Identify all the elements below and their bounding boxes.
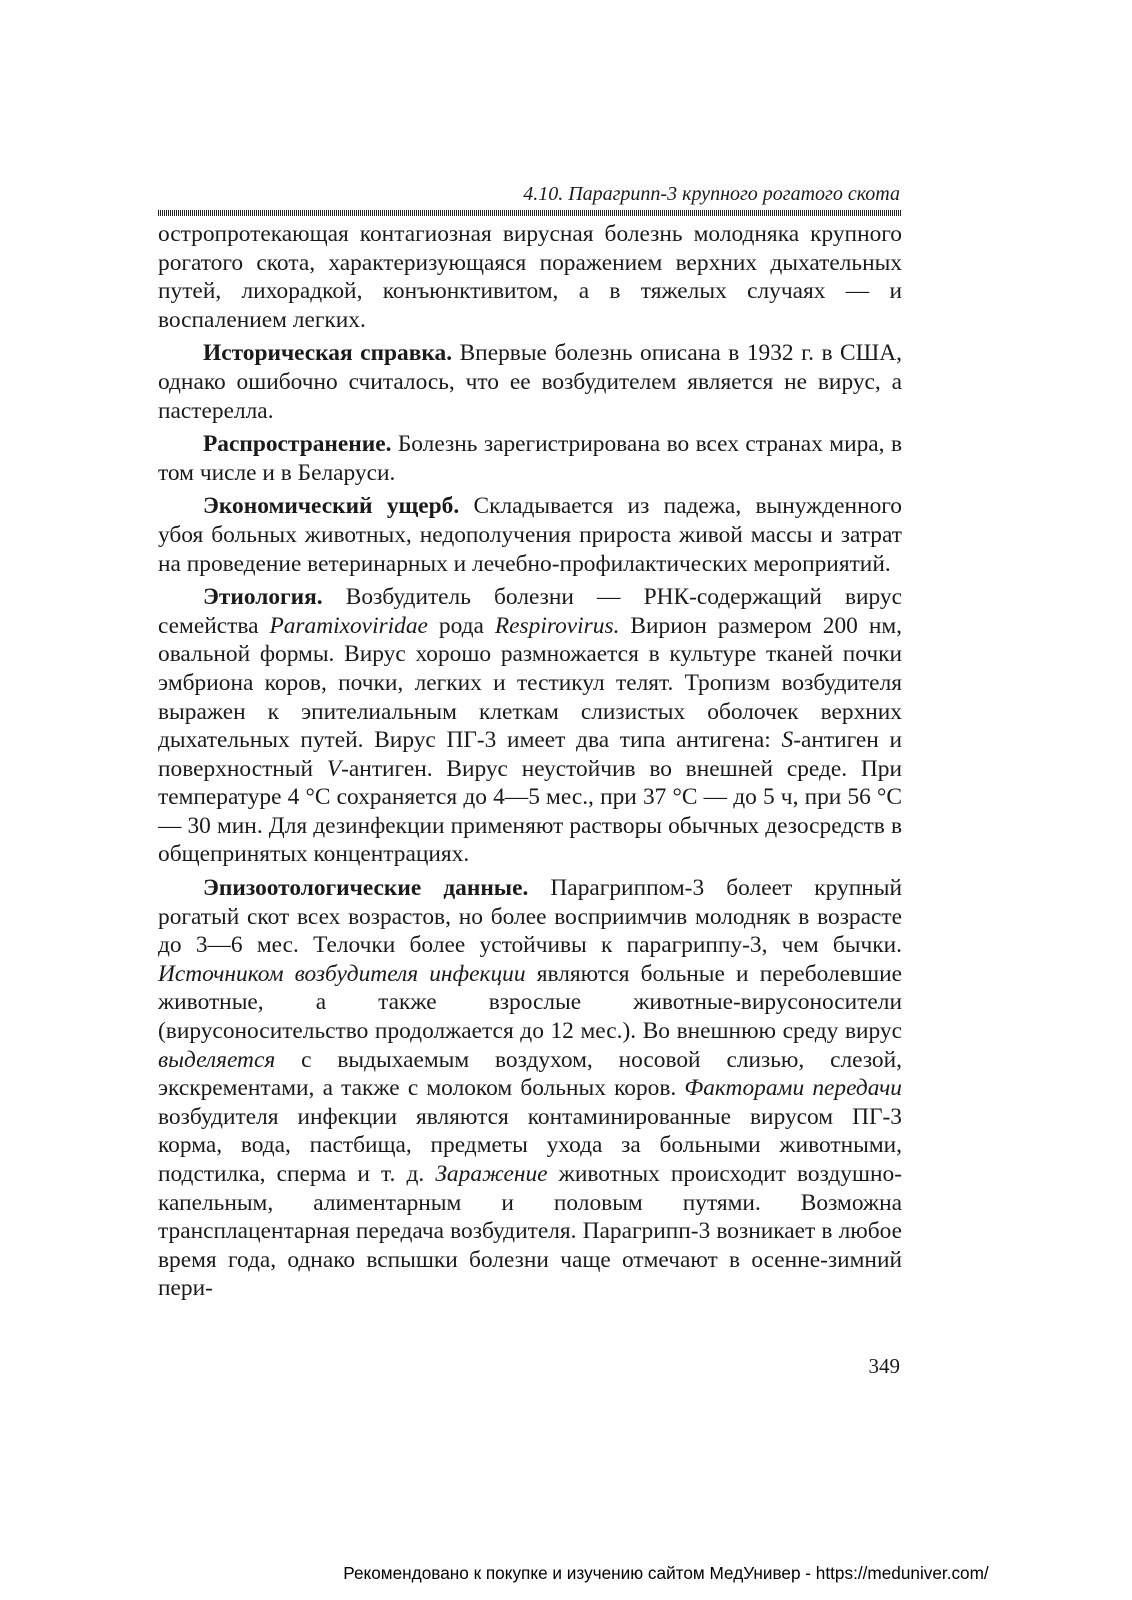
paragraph-history [158,339,902,425]
paragraph-damage [158,492,902,578]
paragraph-epizootology [158,874,902,1303]
text-damage: Складывается из падежа, вынужденного убоя больных животных, недополучения прироста живой массы и затрат на проведение ветеринарных и лечебно-профилактических мероприятий. [158,493,902,577]
text-epizootology-3: с выдыхаемым воздухом, носовой слизью, слезой, экскрементами, а также с молоком больных коров. [158,1046,902,1102]
paragraph-spread [158,430,902,487]
header-rule [158,210,902,216]
body-text [158,220,902,1303]
heading-history: Историческая справка. [203,340,453,367]
footer-recommendation: Рекомендовано к покупке и изучению сайтом МедУнивер - https://meduniver.com/ [343,1563,989,1583]
term-source: Источником возбудителя инфекции [158,960,526,987]
term-excretion: выделяется [158,1046,276,1073]
text-history: Впервые болезнь описана в 1932 г. в США, однако ошибочно считалось, что ее возбудителем является не вирус, а пастерелла. [158,340,902,424]
paragraph-intro: остропротекающая контагиозная вирусная болезнь молодняка крупного рогатого скота, характеризующаяся поражением верхних дыхательных путей, лихорадкой, конъюнктивитом, а в тяжелых случаях — и воспалением легких. [158,221,902,333]
text-epizootology-5: животных происходит воздушно-капельным, алиментарным и половым путями. Возможна трансплацентарная передача возбудителя. Парагрипп-3 возникает в любое время года, однако вспышки болезни чаще отмечают в осенне-зимний пери- [158,1161,902,1302]
page-number: 349 [868,1354,900,1378]
heading-epizootology: Эпизоотологические данные. [203,875,529,902]
text-epizootology-2: являются больные и переболевшие животные, а также взрослые животные-вирусоносители (вирусоносительство продолжается до 12 мес.). Во внешнюю среду вирус [158,960,902,1045]
text-etiology-5: -антиген. Вирус неустойчив во внешней среде. При температуре 4 °С сохраняется до 4—5 мес., при 37 °С — до 5 ч, при 56 °С — 30 мин. Для дезинфекции применяют растворы обычных дезосредств в общепринятых концентрациях. [158,755,902,868]
text-etiology-3: Вирион размером 200 нм, овальной формы. Вирус хорошо размножается в культуре тканей почки эмбриона коров, почки, легких и тестикул телят. Тропизм возбудителя выражен к эпителиальным клеткам слизистых оболочек верхних дыхательных путей. Вирус ПГ-3 имеет два типа антигена: [158,612,902,754]
taxon-genus: Respirovirus. [494,612,620,639]
heading-etiology: Этиология. [203,584,323,611]
heading-spread: Распространение. [203,431,392,458]
antigen-s: S [781,727,794,754]
antigen-v: V [326,755,342,782]
paragraph-etiology [158,583,902,869]
text-epizootology-1: Парагриппом-3 болеет крупный рогатый скот всех возрастов, но более восприимчив молодняк в возрасте до 3—6 мес. Телочки более устойчивы к парагриппу-3, чем бычки. [158,875,903,959]
term-infection: Заражение [435,1161,548,1187]
text-etiology-2: рода [427,612,495,639]
taxon-family: Paramixoviridae [269,612,428,639]
term-transmission: Факторами передачи [684,1075,902,1102]
text-etiology-1: Возбудитель болезни — РНК-содержащий вирус семейства [158,584,902,639]
book-page [158,182,902,1422]
text-epizootology-4: возбудителя инфекции являются контаминированные вирусом ПГ-3 корма, вода, пастбища, предметы ухода за больными животными, подстилка, сперма и т. д. [158,1103,902,1187]
running-head: 4.10. Парагрипп-3 крупного рогатого скота [523,183,900,205]
heading-damage: Экономический ущерб. [203,493,460,520]
text-etiology-4: -антиген и поверхностный [158,727,903,782]
text-spread: Болезнь зарегистрирована во всех странах мира, в том числе и в Беларуси. [158,431,902,486]
